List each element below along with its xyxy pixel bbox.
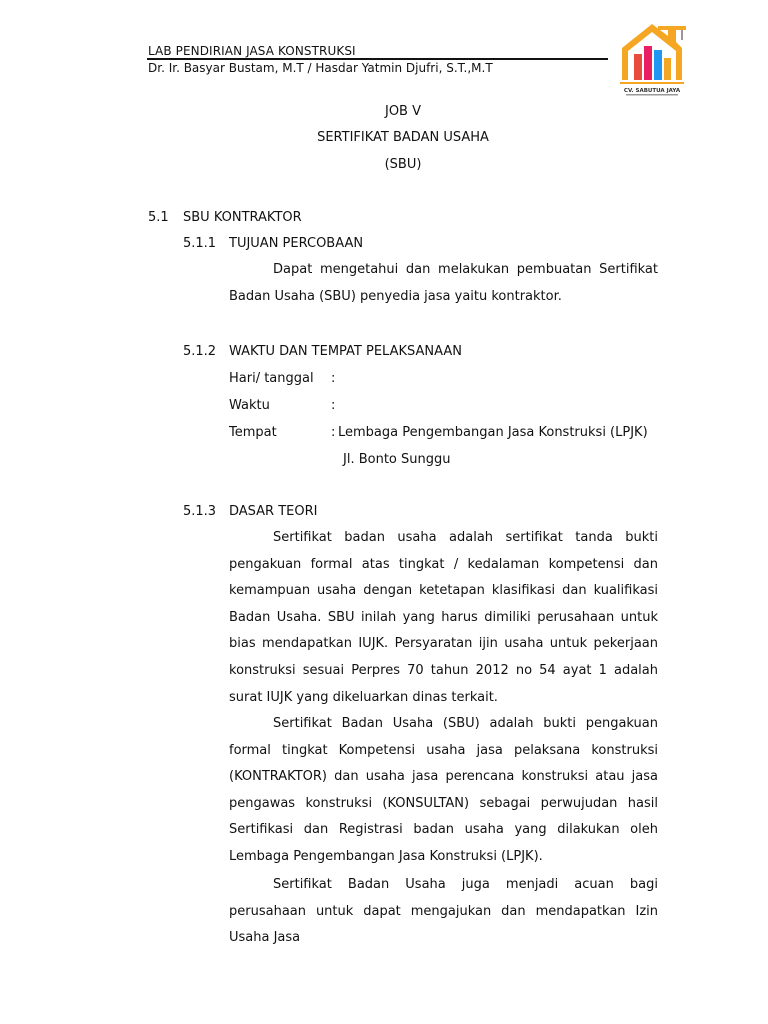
theory-paragraph-1 <box>229 525 658 711</box>
authors: Dr. Ir. Basyar Bustam, M.T / Hasdar Yatmin Djufri, S.T.,M.T <box>148 61 493 75</box>
lab-name: LAB PENDIRIAN JASA KONSTRUKSI <box>148 44 356 58</box>
field-value-place: Lembaga Pengembangan Jasa Konstruksi (LPJK) <box>338 425 648 440</box>
theory-text-1: Sertifikat badan usaha adalah sertifikat tanda bukti pengakuan formal atas tingkat / kedalaman kompetensi dan kemampuan usaha dengan ketetapan klasifikasi dan kualifikasi Badan Usaha. SBU inilah yang harus dimiliki perusahaan untuk bias mendapatkan IUJK. Persyaratan ijin usaha untuk pekerjaan konstruksi sesuai Perpres 70 tahun 2012 no 54 ayat 1 adalah surat IUJK yang dikeluarkan dinas terkait. <box>229 530 658 705</box>
job-title: JOB V <box>384 104 421 119</box>
section-number: 5.1 <box>148 210 169 225</box>
subsection-number: 5.1.1 <box>183 236 217 251</box>
theory-text-2: Sertifikat Badan Usaha (SBU) adalah bukti pengakuan formal tingkat Kompetensi usaha jasa pelaksana konstruksi (KONTRAKTOR) dan usaha jasa perencana konstruksi atau jasa pengawas konstruksi (KONSULTAN) sebagai perwujudan hasil Sertifikasi dan Registrasi badan usaha yang dilakukan oleh Lembaga Pengembangan Jasa Konstruksi (LPJK). <box>229 716 658 864</box>
section-title: SBU KONTRAKTOR <box>183 210 302 225</box>
subsection-number: 5.1.3 <box>183 504 217 519</box>
theory-text-3: Sertifikat Badan Usaha juga menjadi acuan bagi perusahaan untuk dapat mengajukan dan mendapatkan Izin Usaha Jasa <box>229 877 658 946</box>
purpose-paragraph <box>229 257 658 310</box>
document-subtitle: (SBU) <box>384 157 422 172</box>
field-colon: : <box>331 371 336 386</box>
field-colon: : <box>331 398 336 413</box>
field-label-place: Tempat <box>229 425 277 440</box>
subsection-title: TUJUAN PERCOBAAN <box>229 236 364 251</box>
logo-text: CV. SABUTUA JAYA <box>623 88 681 94</box>
field-value-address: Jl. Bonto Sunggu <box>343 452 451 467</box>
theory-paragraph-3 <box>229 872 658 952</box>
subsection-title: DASAR TEORI <box>229 504 318 519</box>
field-colon: : <box>331 425 336 440</box>
field-label-time: Waktu <box>229 398 270 413</box>
company-logo <box>612 18 692 98</box>
subsection-number: 5.1.2 <box>183 344 217 359</box>
document-title: SERTIFIKAT BADAN USAHA <box>317 130 489 145</box>
field-label-date: Hari/ tanggal <box>229 371 314 386</box>
header-divider <box>147 58 608 60</box>
subsection-title: WAKTU DAN TEMPAT PELAKSANAAN <box>229 344 463 359</box>
theory-paragraph-2 <box>229 711 658 871</box>
purpose-text: Dapat mengetahui dan melakukan pembuatan Sertifikat Badan Usaha (SBU) penyedia jasa yaitu kontraktor. <box>229 262 658 304</box>
